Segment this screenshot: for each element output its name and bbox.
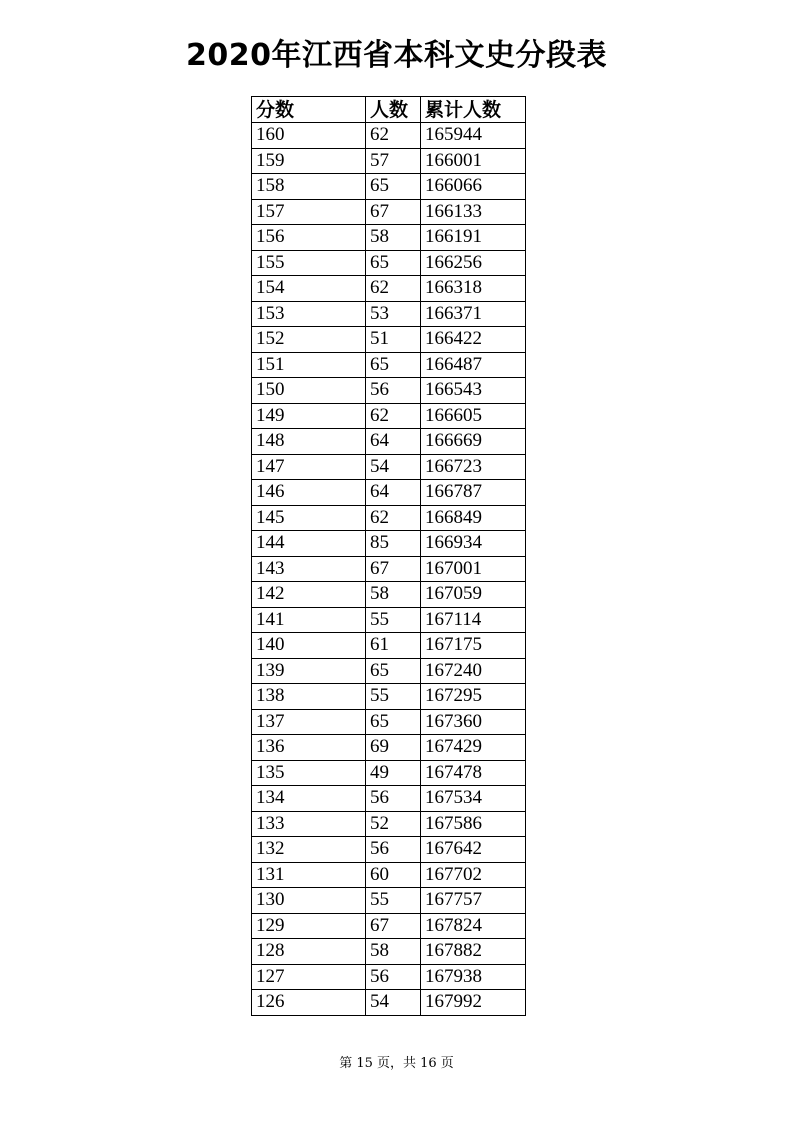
table-row <box>252 760 526 786</box>
cell-cumulative: 166066 <box>421 174 526 200</box>
cell-cumulative: 166422 <box>421 327 526 353</box>
cell-cumulative: 167001 <box>421 556 526 582</box>
cell-count: 65 <box>366 174 421 200</box>
cell-count: 49 <box>366 760 421 786</box>
cell-score: 153 <box>252 301 366 327</box>
cell-cumulative: 167586 <box>421 811 526 837</box>
table-row <box>252 658 526 684</box>
cell-score: 126 <box>252 990 366 1016</box>
cell-cumulative: 166849 <box>421 505 526 531</box>
cell-score: 148 <box>252 429 366 455</box>
cell-score: 149 <box>252 403 366 429</box>
cell-score: 151 <box>252 352 366 378</box>
cell-score: 145 <box>252 505 366 531</box>
cell-count: 69 <box>366 735 421 761</box>
cell-cumulative: 166371 <box>421 301 526 327</box>
cell-score: 128 <box>252 939 366 965</box>
cell-count: 62 <box>366 505 421 531</box>
cell-score: 142 <box>252 582 366 608</box>
cell-count: 65 <box>366 352 421 378</box>
header-count: 人数 <box>366 97 421 123</box>
table-row <box>252 250 526 276</box>
cell-score: 137 <box>252 709 366 735</box>
cell-count: 60 <box>366 862 421 888</box>
cell-score: 141 <box>252 607 366 633</box>
table-row <box>252 888 526 914</box>
cell-score: 129 <box>252 913 366 939</box>
cell-count: 56 <box>366 786 421 812</box>
page-title: 2020年江西省本科文史分段表 <box>186 38 607 73</box>
cell-count: 55 <box>366 607 421 633</box>
cell-score: 156 <box>252 225 366 251</box>
cell-cumulative: 166001 <box>421 148 526 174</box>
table-row <box>252 148 526 174</box>
table-row <box>252 633 526 659</box>
table-row <box>252 964 526 990</box>
cell-score: 143 <box>252 556 366 582</box>
cell-cumulative: 166256 <box>421 250 526 276</box>
table-row <box>252 301 526 327</box>
table-row <box>252 378 526 404</box>
cell-count: 56 <box>366 837 421 863</box>
cell-cumulative: 166318 <box>421 276 526 302</box>
cell-count: 62 <box>366 276 421 302</box>
cell-cumulative: 166133 <box>421 199 526 225</box>
cell-count: 58 <box>366 225 421 251</box>
cell-cumulative: 167992 <box>421 990 526 1016</box>
cell-count: 62 <box>366 123 421 149</box>
cell-score: 135 <box>252 760 366 786</box>
table-row <box>252 225 526 251</box>
cell-count: 55 <box>366 684 421 710</box>
cell-count: 51 <box>366 327 421 353</box>
cell-count: 61 <box>366 633 421 659</box>
cell-score: 154 <box>252 276 366 302</box>
cell-score: 139 <box>252 658 366 684</box>
cell-cumulative: 166669 <box>421 429 526 455</box>
cell-cumulative: 166487 <box>421 352 526 378</box>
table-row <box>252 276 526 302</box>
cell-score: 152 <box>252 327 366 353</box>
cell-count: 67 <box>366 913 421 939</box>
cell-cumulative: 167642 <box>421 837 526 863</box>
cell-score: 144 <box>252 531 366 557</box>
table-row <box>252 684 526 710</box>
cell-count: 52 <box>366 811 421 837</box>
cell-count: 85 <box>366 531 421 557</box>
cell-cumulative: 167059 <box>421 582 526 608</box>
cell-count: 62 <box>366 403 421 429</box>
table-row <box>252 990 526 1016</box>
cell-cumulative: 165944 <box>421 123 526 149</box>
cell-count: 64 <box>366 429 421 455</box>
cell-cumulative: 166543 <box>421 378 526 404</box>
table-row <box>252 939 526 965</box>
table-row <box>252 786 526 812</box>
cell-cumulative: 167429 <box>421 735 526 761</box>
cell-score: 138 <box>252 684 366 710</box>
cell-cumulative: 167938 <box>421 964 526 990</box>
table-row <box>252 454 526 480</box>
cell-cumulative: 167882 <box>421 939 526 965</box>
cell-count: 56 <box>366 378 421 404</box>
cell-cumulative: 167534 <box>421 786 526 812</box>
table-row <box>252 429 526 455</box>
table-row <box>252 556 526 582</box>
cell-cumulative: 167175 <box>421 633 526 659</box>
cell-cumulative: 167295 <box>421 684 526 710</box>
cell-score: 130 <box>252 888 366 914</box>
table-row <box>252 862 526 888</box>
table-row <box>252 352 526 378</box>
cell-cumulative: 167360 <box>421 709 526 735</box>
cell-score: 134 <box>252 786 366 812</box>
cell-count: 54 <box>366 454 421 480</box>
table-row <box>252 480 526 506</box>
cell-count: 55 <box>366 888 421 914</box>
table-row <box>252 531 526 557</box>
table-row <box>252 174 526 200</box>
cell-count: 56 <box>366 964 421 990</box>
table-row <box>252 709 526 735</box>
cell-score: 147 <box>252 454 366 480</box>
cell-cumulative: 166787 <box>421 480 526 506</box>
cell-cumulative: 167240 <box>421 658 526 684</box>
cell-cumulative: 167478 <box>421 760 526 786</box>
cell-cumulative: 166605 <box>421 403 526 429</box>
cell-count: 58 <box>366 582 421 608</box>
table-row <box>252 582 526 608</box>
cell-cumulative: 167702 <box>421 862 526 888</box>
score-distribution-table <box>251 96 526 1016</box>
cell-score: 159 <box>252 148 366 174</box>
table-row <box>252 327 526 353</box>
cell-score: 146 <box>252 480 366 506</box>
cell-count: 65 <box>366 658 421 684</box>
cell-cumulative: 166191 <box>421 225 526 251</box>
cell-count: 54 <box>366 990 421 1016</box>
cell-score: 133 <box>252 811 366 837</box>
cell-score: 127 <box>252 964 366 990</box>
table-row <box>252 123 526 149</box>
cell-cumulative: 167114 <box>421 607 526 633</box>
cell-count: 65 <box>366 709 421 735</box>
table-row <box>252 811 526 837</box>
cell-score: 155 <box>252 250 366 276</box>
cell-score: 132 <box>252 837 366 863</box>
cell-score: 140 <box>252 633 366 659</box>
header-score: 分数 <box>252 97 366 123</box>
header-cumulative: 累计人数 <box>421 97 526 123</box>
table-row <box>252 837 526 863</box>
table-body <box>252 123 526 1016</box>
cell-cumulative: 167824 <box>421 913 526 939</box>
table-row <box>252 505 526 531</box>
cell-score: 150 <box>252 378 366 404</box>
cell-count: 53 <box>366 301 421 327</box>
cell-cumulative: 166723 <box>421 454 526 480</box>
cell-cumulative: 166934 <box>421 531 526 557</box>
cell-count: 67 <box>366 199 421 225</box>
table-row <box>252 199 526 225</box>
table-row <box>252 735 526 761</box>
cell-score: 131 <box>252 862 366 888</box>
cell-count: 64 <box>366 480 421 506</box>
cell-score: 136 <box>252 735 366 761</box>
page-footer: 第 15 页，共 16 页 <box>339 1056 454 1071</box>
table-row <box>252 403 526 429</box>
table-row <box>252 607 526 633</box>
cell-count: 58 <box>366 939 421 965</box>
cell-score: 157 <box>252 199 366 225</box>
table-row <box>252 913 526 939</box>
cell-count: 57 <box>366 148 421 174</box>
cell-count: 65 <box>366 250 421 276</box>
table-header-row <box>252 97 526 123</box>
cell-score: 158 <box>252 174 366 200</box>
cell-count: 67 <box>366 556 421 582</box>
cell-cumulative: 167757 <box>421 888 526 914</box>
cell-score: 160 <box>252 123 366 149</box>
